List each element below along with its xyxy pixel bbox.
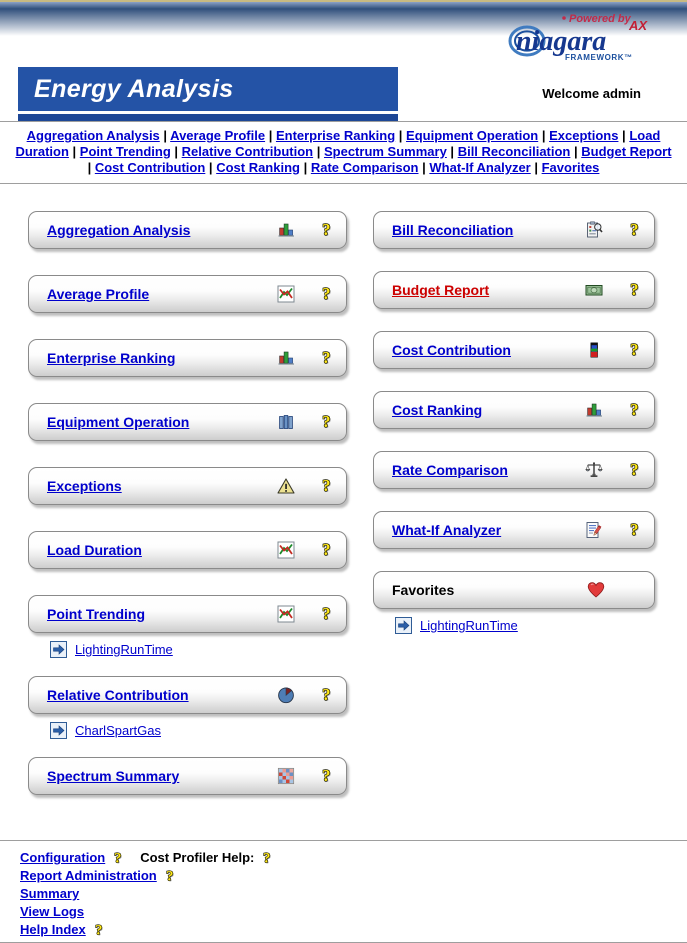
arrow-icon xyxy=(50,641,67,658)
report-group-exceptions xyxy=(28,467,347,505)
report-group-relative-contribution xyxy=(28,676,347,739)
help-icon[interactable] xyxy=(319,413,333,431)
niagara-ax-logo xyxy=(503,10,663,67)
clipboard-magnifier-icon xyxy=(585,221,603,239)
bar-chart-icon xyxy=(277,349,295,367)
report-bar-average-profile[interactable] xyxy=(28,275,347,313)
help-icon[interactable] xyxy=(627,461,641,479)
help-icon[interactable] xyxy=(627,221,641,239)
banknote-icon xyxy=(585,281,603,299)
nav-link-what-if-analyzer[interactable]: What-If Analyzer xyxy=(429,160,531,175)
footer-segment xyxy=(20,849,124,867)
report-group-spectrum-summary xyxy=(28,757,347,795)
help-icon[interactable] xyxy=(319,349,333,367)
footer-link-summary[interactable]: Summary xyxy=(20,886,80,901)
heart-icon xyxy=(587,581,605,599)
saved-report-link-lightingruntime[interactable]: LightingRunTime xyxy=(420,618,518,633)
nav-link-load-duration[interactable]: Load Duration xyxy=(15,128,661,159)
report-group-budget-report xyxy=(373,271,655,309)
footer-links xyxy=(0,841,687,942)
help-icon[interactable] xyxy=(111,850,124,866)
report-link-equipment-operation[interactable]: Equipment Operation xyxy=(47,414,190,430)
help-icon[interactable] xyxy=(627,341,641,359)
footer-link-view-logs[interactable]: View Logs xyxy=(20,904,85,919)
nav-link-relative-contribution[interactable]: Relative Contribution xyxy=(181,144,314,159)
report-bar-exceptions[interactable] xyxy=(28,467,347,505)
powered-by-text: Powered by xyxy=(569,13,631,25)
help-icon[interactable] xyxy=(319,221,333,239)
help-icon[interactable] xyxy=(627,281,641,299)
report-bar-aggregation-analysis[interactable] xyxy=(28,211,347,249)
report-buttons-area xyxy=(0,184,687,821)
help-icon[interactable] xyxy=(627,521,641,539)
help-icon[interactable] xyxy=(319,285,333,303)
footer-segment xyxy=(20,885,79,903)
help-icon[interactable] xyxy=(319,541,333,559)
spectrum-grid-icon xyxy=(277,767,295,785)
help-icon[interactable] xyxy=(319,477,333,495)
report-group-cost-ranking xyxy=(373,391,655,429)
report-group-cost-contribution xyxy=(373,331,655,369)
arrow-icon xyxy=(395,617,412,634)
saved-report-link-charlspartgas[interactable]: CharlSpartGas xyxy=(75,723,161,738)
brand-ax-text: AX xyxy=(629,18,648,33)
report-group-equipment-operation xyxy=(28,403,347,441)
report-link-what-if-analyzer[interactable]: What-If Analyzer xyxy=(392,522,502,538)
report-group-point-trending xyxy=(28,595,347,658)
right-column xyxy=(373,211,655,652)
report-bar-bill-reconciliation[interactable] xyxy=(373,211,655,249)
brand-name-text: niagara xyxy=(516,26,607,57)
saved-report-item xyxy=(50,641,347,658)
footer-link-help-index[interactable]: Help Index xyxy=(20,922,86,937)
left-column xyxy=(28,211,347,821)
brand-framework-text: FRAMEWORK™ xyxy=(565,53,633,62)
report-bar-spectrum-summary[interactable] xyxy=(28,757,347,795)
nav-link-budget-report[interactable]: Budget Report xyxy=(581,144,672,159)
logo-dot xyxy=(562,16,566,20)
report-link-average-profile[interactable]: Average Profile xyxy=(47,286,150,302)
report-link-aggregation-analysis[interactable]: Aggregation Analysis xyxy=(47,222,191,238)
bar-chart-icon xyxy=(585,401,603,419)
saved-report-item xyxy=(50,722,347,739)
report-link-load-duration[interactable]: Load Duration xyxy=(47,542,142,558)
footer-row xyxy=(20,867,687,885)
nav-link-average-profile[interactable]: Average Profile xyxy=(170,128,266,143)
footer-row xyxy=(20,903,687,921)
report-link-cost-ranking[interactable]: Cost Ranking xyxy=(392,402,483,418)
report-link-budget-report[interactable]: Budget Report xyxy=(392,282,490,298)
report-group-favorites xyxy=(373,571,655,634)
footer-link-configuration[interactable]: Configuration xyxy=(20,850,106,865)
footer-segment xyxy=(20,921,105,939)
report-group-load-duration xyxy=(28,531,347,569)
nav-link-equipment-operation[interactable]: Equipment Operation xyxy=(406,128,539,143)
page-title: Energy Analysis xyxy=(34,74,234,103)
footer-link-report-administration[interactable]: Report Administration xyxy=(20,868,157,883)
report-link-cost-contribution[interactable]: Cost Contribution xyxy=(392,342,511,358)
report-bar-point-trending[interactable] xyxy=(28,595,347,633)
nav-link-enterprise-ranking[interactable]: Enterprise Ranking xyxy=(275,128,396,143)
help-icon[interactable] xyxy=(319,605,333,623)
nav-link-bill-reconciliation[interactable]: Bill Reconciliation xyxy=(457,144,571,159)
warning-triangle-icon xyxy=(277,477,295,495)
report-group-what-if-analyzer xyxy=(373,511,655,549)
footer-label-cost-profiler-help: Cost Profiler Help: xyxy=(140,850,255,865)
title-banner xyxy=(18,67,398,121)
saved-report-link-lightingruntime[interactable]: LightingRunTime xyxy=(75,642,173,657)
report-group-average-profile xyxy=(28,275,347,313)
footer-segment xyxy=(20,903,84,921)
nav-link-spectrum-summary[interactable]: Spectrum Summary xyxy=(323,144,447,159)
report-bar-equipment-operation[interactable] xyxy=(28,403,347,441)
report-link-enterprise-ranking[interactable]: Enterprise Ranking xyxy=(47,350,176,366)
report-group-aggregation-analysis xyxy=(28,211,347,249)
help-icon[interactable] xyxy=(163,868,176,884)
nav-link-rate-comparison[interactable]: Rate Comparison xyxy=(310,160,419,175)
footer-segment xyxy=(20,867,176,885)
report-group-enterprise-ranking xyxy=(28,339,347,377)
report-bar-enterprise-ranking[interactable] xyxy=(28,339,347,377)
report-bar-cost-ranking[interactable] xyxy=(373,391,655,429)
report-bar-cost-contribution[interactable] xyxy=(373,331,655,369)
main-nav: Aggregation Analysis | Average Profile | Enterprise Ranking | Equipment Operation | Exceptions | Load Duration | Point Trending | Relative Contribution | Spectrum Summary | Bill Reconciliation | Budget Report | Cost Contribution | Cost Ranking | Rate Comparison | What-If Analyzer | Favorites xyxy=(15,128,672,175)
balance-scale-icon xyxy=(585,461,603,479)
footer xyxy=(0,840,687,943)
report-bar-load-duration[interactable] xyxy=(28,531,347,569)
help-icon[interactable] xyxy=(260,850,273,866)
footer-segment xyxy=(140,849,273,867)
report-bar-what-if-analyzer[interactable] xyxy=(373,511,655,549)
saved-report-item xyxy=(395,617,655,634)
pie-chart-icon xyxy=(277,686,295,704)
bar-chart-icon xyxy=(277,221,295,239)
title-banner-underline xyxy=(18,114,398,121)
report-link-favorites: Favorites xyxy=(392,582,455,598)
report-link-relative-contribution[interactable]: Relative Contribution xyxy=(47,687,189,703)
nav-link-favorites[interactable]: Favorites xyxy=(541,160,600,175)
nav-link-point-trending[interactable]: Point Trending xyxy=(79,144,171,159)
help-icon[interactable] xyxy=(319,767,333,785)
nav-link-cost-contribution[interactable]: Cost Contribution xyxy=(94,160,206,175)
footer-row xyxy=(20,921,687,939)
nav-link-cost-ranking[interactable]: Cost Ranking xyxy=(216,160,300,175)
footer-row xyxy=(20,849,687,867)
footer-row xyxy=(20,885,687,903)
line-chart-icon xyxy=(277,285,295,303)
report-group-rate-comparison xyxy=(373,451,655,489)
help-icon[interactable] xyxy=(627,401,641,419)
document-pencil-icon xyxy=(585,521,603,539)
report-link-spectrum-summary[interactable]: Spectrum Summary xyxy=(47,768,180,784)
arrow-icon xyxy=(50,722,67,739)
report-link-exceptions[interactable]: Exceptions xyxy=(47,478,122,494)
report-bar-rate-comparison[interactable] xyxy=(373,451,655,489)
stacked-bar-icon xyxy=(585,341,603,359)
help-icon[interactable] xyxy=(92,922,105,938)
nav-link-exceptions[interactable]: Exceptions xyxy=(549,128,619,143)
report-bar-relative-contribution[interactable] xyxy=(28,676,347,714)
report-bar-favorites xyxy=(373,571,655,609)
report-group-bill-reconciliation xyxy=(373,211,655,249)
nav-link-aggregation-analysis[interactable]: Aggregation Analysis xyxy=(26,128,160,143)
report-link-point-trending[interactable]: Point Trending xyxy=(47,606,145,622)
report-bar-budget-report[interactable] xyxy=(373,271,655,309)
welcome-text: Welcome admin xyxy=(542,86,641,101)
report-link-bill-reconciliation[interactable]: Bill Reconciliation xyxy=(392,222,514,238)
line-chart-icon xyxy=(277,605,295,623)
help-icon[interactable] xyxy=(319,686,333,704)
column-bars-icon xyxy=(277,413,295,431)
report-link-rate-comparison[interactable]: Rate Comparison xyxy=(392,462,508,478)
line-chart-icon xyxy=(277,541,295,559)
